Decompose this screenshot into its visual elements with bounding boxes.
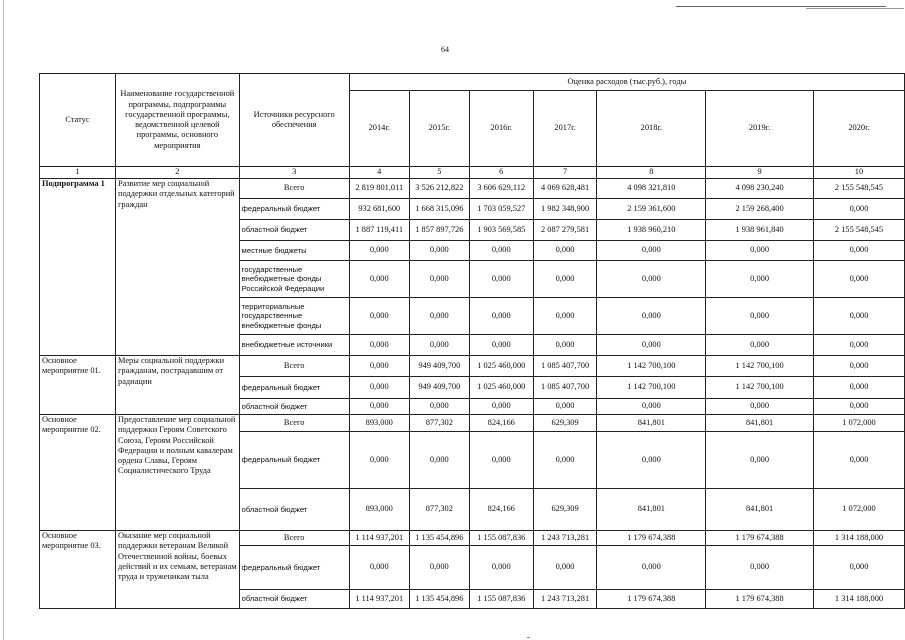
header-year: 2018г. xyxy=(597,91,706,167)
value-cell: 1 085 407,700 xyxy=(533,377,597,399)
funding-source-cell: областной бюджет xyxy=(239,220,349,241)
value-cell: 1 114 937,201 xyxy=(349,590,409,609)
value-cell: 0,000 xyxy=(597,546,706,590)
value-cell: 1 114 937,201 xyxy=(349,531,409,546)
value-cell: 0,000 xyxy=(813,241,904,261)
value-cell: 841,801 xyxy=(706,415,814,432)
value-cell: 0,000 xyxy=(597,261,706,298)
value-cell: 893,000 xyxy=(349,415,409,432)
value-cell: 1 243 713,281 xyxy=(533,531,597,546)
value-cell: 0,000 xyxy=(349,399,409,415)
value-cell: 1 903 569,585 xyxy=(469,220,533,241)
status-cell: Подпрограмма 1 xyxy=(40,179,116,356)
column-number: 9 xyxy=(706,167,814,179)
value-cell: 1 179 674,388 xyxy=(706,590,814,609)
value-cell: 2 155 548,545 xyxy=(813,179,904,199)
funding-source-cell: областной бюджет xyxy=(239,399,349,415)
value-cell: 0,000 xyxy=(813,199,904,220)
funding-source-cell: Всего xyxy=(239,179,349,199)
value-cell: 4 098 321,810 xyxy=(597,179,706,199)
value-cell: 1 155 087,836 xyxy=(469,531,533,546)
value-cell: 0,000 xyxy=(469,546,533,590)
funding-source-cell: областной бюджет xyxy=(239,590,349,609)
column-number: 5 xyxy=(409,167,469,179)
value-cell: 0,000 xyxy=(409,298,469,335)
value-cell: 841,801 xyxy=(706,489,814,531)
table-row xyxy=(40,531,905,546)
value-cell: 1 703 059,527 xyxy=(469,199,533,220)
funding-source-cell: Всего xyxy=(239,531,349,546)
value-cell: 1 142 700,100 xyxy=(597,377,706,399)
value-cell: 0,000 xyxy=(533,261,597,298)
budget-table xyxy=(39,73,905,609)
table-row xyxy=(40,415,905,432)
value-cell: 0,000 xyxy=(533,241,597,261)
value-cell: 0,000 xyxy=(706,432,814,489)
scan-artifact-mark xyxy=(527,637,530,638)
page-edge-line xyxy=(3,0,4,640)
value-cell: 1 072,000 xyxy=(813,415,904,432)
table-row xyxy=(40,179,905,199)
value-cell: 0,000 xyxy=(597,399,706,415)
value-cell: 0,000 xyxy=(349,335,409,356)
value-cell: 949 409,700 xyxy=(409,377,469,399)
value-cell: 0,000 xyxy=(469,241,533,261)
value-cell: 4 069 628,481 xyxy=(533,179,597,199)
value-cell: 0,000 xyxy=(533,298,597,335)
value-cell: 0,000 xyxy=(597,241,706,261)
value-cell: 0,000 xyxy=(469,432,533,489)
status-cell: Основное мероприятие 03. xyxy=(40,531,116,609)
value-cell: 0,000 xyxy=(349,298,409,335)
header-year: 2019г. xyxy=(706,91,814,167)
value-cell: 1 314 188,000 xyxy=(813,590,904,609)
column-number: 10 xyxy=(813,167,904,179)
column-number: 4 xyxy=(349,167,409,179)
value-cell: 0,000 xyxy=(533,432,597,489)
column-number: 6 xyxy=(469,167,533,179)
funding-source-cell: Всего xyxy=(239,415,349,432)
column-number: 3 xyxy=(239,167,349,179)
value-cell: 841,801 xyxy=(597,489,706,531)
value-cell: 1 179 674,388 xyxy=(597,531,706,546)
scan-artifact-line xyxy=(676,6,886,7)
value-cell: 1 025 460,000 xyxy=(469,377,533,399)
value-cell: 0,000 xyxy=(597,335,706,356)
funding-source-cell: Всего xyxy=(239,356,349,377)
value-cell: 0,000 xyxy=(813,399,904,415)
value-cell: 3 606 629,112 xyxy=(469,179,533,199)
value-cell: 0,000 xyxy=(469,298,533,335)
header-year: 2020г. xyxy=(813,91,904,167)
value-cell: 0,000 xyxy=(597,298,706,335)
funding-source-cell: федеральный бюджет xyxy=(239,377,349,399)
value-cell: 0,000 xyxy=(409,335,469,356)
value-cell: 2 155 548,545 xyxy=(813,220,904,241)
value-cell: 0,000 xyxy=(813,356,904,377)
value-cell: 2 159 268,400 xyxy=(706,199,814,220)
table-row xyxy=(40,356,905,377)
value-cell: 0,000 xyxy=(533,546,597,590)
funding-source-cell: федеральный бюджет xyxy=(239,432,349,489)
value-cell: 4 098 230,240 xyxy=(706,179,814,199)
value-cell: 877,302 xyxy=(409,415,469,432)
value-cell: 0,000 xyxy=(813,432,904,489)
value-cell: 1 243 713,281 xyxy=(533,590,597,609)
value-cell: 0,000 xyxy=(469,399,533,415)
value-cell: 824,166 xyxy=(469,489,533,531)
value-cell: 1 938 960,210 xyxy=(597,220,706,241)
value-cell: 0,000 xyxy=(349,261,409,298)
value-cell: 0,000 xyxy=(409,399,469,415)
value-cell: 0,000 xyxy=(349,546,409,590)
page-number: 64 xyxy=(441,45,449,54)
column-number: 8 xyxy=(597,167,706,179)
value-cell: 841,801 xyxy=(597,415,706,432)
funding-source-cell: территориальные государственные внебюджетные фонды xyxy=(239,298,349,335)
funding-source-cell: федеральный бюджет xyxy=(239,199,349,220)
value-cell: 0,000 xyxy=(409,241,469,261)
value-cell: 0,000 xyxy=(813,335,904,356)
program-name-cell: Оказание мер социальной поддержки ветеранам Великой Отечественной войны, боевых действий и их семьям, ветеранам труда и труженикам тыла xyxy=(116,531,240,609)
value-cell: 0,000 xyxy=(349,377,409,399)
value-cell: 0,000 xyxy=(409,546,469,590)
value-cell: 0,000 xyxy=(349,241,409,261)
value-cell: 1 857 897,726 xyxy=(409,220,469,241)
value-cell: 2 159 361,600 xyxy=(597,199,706,220)
value-cell: 0,000 xyxy=(706,261,814,298)
value-cell: 1 887 119,411 xyxy=(349,220,409,241)
value-cell: 1 025 460,000 xyxy=(469,356,533,377)
value-cell: 0,000 xyxy=(409,432,469,489)
funding-source-cell: местные бюджеты xyxy=(239,241,349,261)
value-cell: 0,000 xyxy=(533,335,597,356)
value-cell: 1 072,000 xyxy=(813,489,904,531)
value-cell: 2 819 801,011 xyxy=(349,179,409,199)
value-cell: 0,000 xyxy=(469,261,533,298)
header-year: 2015г. xyxy=(409,91,469,167)
header-estimate: Оценка расходов (тыс.руб.), годы xyxy=(349,74,904,91)
value-cell: 0,000 xyxy=(706,241,814,261)
value-cell: 0,000 xyxy=(469,335,533,356)
program-name-cell: Предоставление мер социальной поддержки Героям Советского Союза, Героям Российской Федерации и полным кавалерам ордена Славы, Героям Социалистического Труда xyxy=(116,415,240,531)
funding-source-cell: областной бюджет xyxy=(239,489,349,531)
value-cell: 1 142 700,100 xyxy=(597,356,706,377)
value-cell: 0,000 xyxy=(349,432,409,489)
header-name: Наименование государственной программы, подпрограммы государственной программы, ведомственной целевой программы, основного мероприятия xyxy=(116,74,240,167)
table-header xyxy=(40,74,905,179)
value-cell: 0,000 xyxy=(813,546,904,590)
value-cell: 1 155 087,836 xyxy=(469,590,533,609)
value-cell: 1 135 454,896 xyxy=(409,531,469,546)
table-body xyxy=(40,179,905,609)
value-cell: 629,309 xyxy=(533,489,597,531)
value-cell: 1 135 454,896 xyxy=(409,590,469,609)
value-cell: 0,000 xyxy=(706,298,814,335)
value-cell: 824,166 xyxy=(469,415,533,432)
value-cell: 949 409,700 xyxy=(409,356,469,377)
value-cell: 1 179 674,388 xyxy=(706,531,814,546)
value-cell: 0,000 xyxy=(706,335,814,356)
value-cell: 1 314 188,000 xyxy=(813,531,904,546)
value-cell: 1 085 407,700 xyxy=(533,356,597,377)
value-cell: 877,302 xyxy=(409,489,469,531)
value-cell: 3 526 212,822 xyxy=(409,179,469,199)
value-cell: 932 681,600 xyxy=(349,199,409,220)
header-year: 2014г. xyxy=(349,91,409,167)
column-number: 7 xyxy=(533,167,597,179)
value-cell: 1 142 700,100 xyxy=(706,377,814,399)
value-cell: 1 668 315,096 xyxy=(409,199,469,220)
value-cell: 0,000 xyxy=(597,432,706,489)
header-source: Источники ресурсного обеспечения xyxy=(239,74,349,167)
header-year: 2017г. xyxy=(533,91,597,167)
value-cell: 0,000 xyxy=(813,298,904,335)
status-cell: Основное мероприятие 01. xyxy=(40,356,116,415)
value-cell: 1 982 348,900 xyxy=(533,199,597,220)
status-cell: Основное мероприятие 02. xyxy=(40,415,116,531)
header-status: Статус xyxy=(40,74,116,167)
funding-source-cell: государственные внебюджетные фонды Российской Федерации xyxy=(239,261,349,298)
value-cell: 0,000 xyxy=(813,261,904,298)
value-cell: 2 087 279,581 xyxy=(533,220,597,241)
value-cell: 0,000 xyxy=(706,399,814,415)
column-number: 2 xyxy=(116,167,240,179)
program-name-cell: Меры социальной поддержки гражданам, пострадавшим от радиации xyxy=(116,356,240,415)
column-number: 1 xyxy=(40,167,116,179)
funding-source-cell: внебюджетные источники xyxy=(239,335,349,356)
value-cell: 0,000 xyxy=(706,546,814,590)
value-cell: 0,000 xyxy=(813,377,904,399)
value-cell: 893,000 xyxy=(349,489,409,531)
value-cell: 1 179 674,388 xyxy=(597,590,706,609)
value-cell: 0,000 xyxy=(349,356,409,377)
value-cell: 0,000 xyxy=(409,261,469,298)
value-cell: 1 142 700,100 xyxy=(706,356,814,377)
value-cell: 0,000 xyxy=(533,399,597,415)
scan-artifact-line xyxy=(806,8,904,9)
header-year: 2016г. xyxy=(469,91,533,167)
value-cell: 629,309 xyxy=(533,415,597,432)
column-number-row xyxy=(40,167,905,179)
value-cell: 1 938 961,840 xyxy=(706,220,814,241)
program-name-cell: Развитие мер социальной поддержки отдельных категорий граждан xyxy=(116,179,240,356)
funding-source-cell: федеральный бюджет xyxy=(239,546,349,590)
